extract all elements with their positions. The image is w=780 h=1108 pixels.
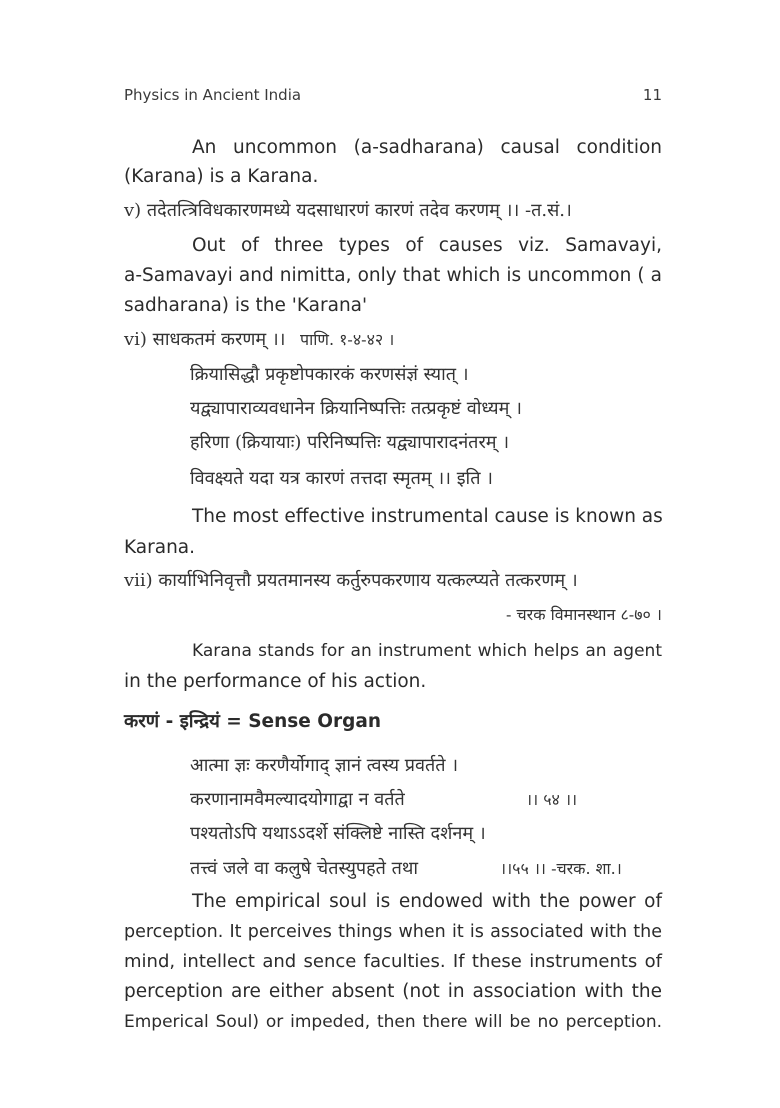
paragraph-line: mind, intellect and sence faculties. If these instruments of [124, 951, 662, 972]
sanskrit-verse: क्रियासिद्धौ प्रकृष्टोपकारकं करणसंज्ञं स्यात् । [190, 364, 469, 385]
paragraph-line: perception are either absent (not in association with the [124, 981, 662, 1002]
sanskrit-verse: v) तदेतत्त्रिविधकारणमध्ये यदसाधारणं कारणं तदेव करणम् ।। -त.सं.। [124, 200, 572, 221]
section-heading: करणं - इन्द्रियं = Sense Organ [124, 711, 382, 732]
verse-reference: - चरक विमानस्थान ८-७० । [506, 605, 662, 624]
verse-reference: ।। ५४ ।। [526, 790, 578, 809]
sanskrit-verse: हरिणा (क्रियायाः) परिनिष्पत्तिः यद्व्यापारादनंतरम् । [190, 432, 510, 453]
sanskrit-verse: vi) साधकतमं करणम् ।। [124, 329, 286, 350]
page-number: 11 [642, 86, 662, 104]
verse-reference: ।।५५ ।। -चरक. शा.। [500, 859, 622, 878]
paragraph-line: Karana. [124, 537, 196, 558]
running-header [124, 86, 662, 108]
paragraph-line: sadharana) is the 'Karana' [124, 295, 368, 316]
sanskrit-verse: यद्व्यापाराव्यवधानेन क्रियानिष्पत्तिः तत्प्रकृष्टं वोध्यम् । [190, 398, 522, 419]
sanskrit-verse: vii) कार्याभिनिवृत्तौ प्रयतमानस्य कर्तुरुपकरणाय यत्कल्प्यते तत्करणम् । [124, 570, 578, 591]
paragraph-line: Emperical Soul) or impeded, then there will be no perception. [124, 1012, 662, 1032]
paragraph-line: perception. It perceives things when it is associated with the [124, 922, 662, 942]
paragraph-line: Karana stands for an instrument which helps an agent [192, 641, 662, 661]
paragraph-line: a-Samavayi and nimitta, only that which is uncommon ( a [124, 265, 662, 286]
sanskrit-verse: आत्मा ज्ञः करणैर्योगाद् ज्ञानं त्वस्य प्रवर्तते । [190, 755, 459, 776]
paragraph-line: Out of three types of causes viz. Samavayi, [192, 235, 662, 256]
paragraph-line: The empirical soul is endowed with the power of [192, 891, 662, 912]
sanskrit-verse: विवक्ष्यते यदा यत्र कारणं तत्तदा स्मृतम् ।। इति । [190, 468, 493, 489]
paragraph-line: An uncommon (a-sadharana) causal condition [192, 137, 662, 158]
sanskrit-verse: पश्यतोऽपि यथाऽऽदर्शे संक्लिष्टे नास्ति दर्शनम् । [190, 823, 486, 844]
running-title: Physics in Ancient India [124, 86, 302, 104]
paragraph-line: in the performance of his action. [124, 671, 427, 692]
verse-reference: पाणि. १-४-४२ । [300, 330, 395, 349]
paragraph-line: The most effective instrumental cause is known as [192, 506, 663, 527]
sanskrit-verse: तत्त्वं जले वा कलुषे चेतस्युपहते तथा [190, 858, 419, 879]
sanskrit-verse: करणानामवैमल्यादयोगाद्वा न वर्तते [190, 789, 405, 810]
paragraph-line: (Karana) is a Karana. [124, 166, 319, 187]
